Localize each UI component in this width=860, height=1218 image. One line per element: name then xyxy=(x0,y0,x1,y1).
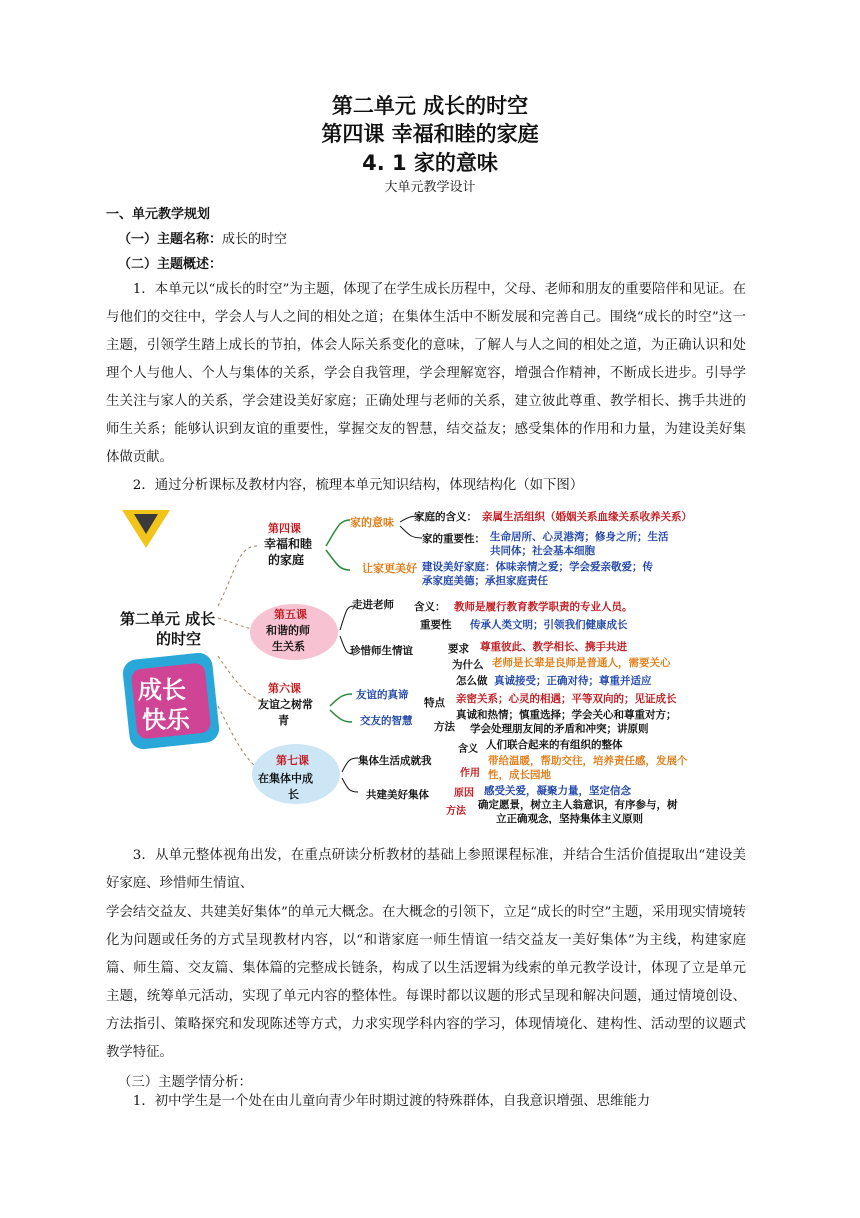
lesson7-title-1: 在集体中成 xyxy=(258,772,313,785)
paragraph-3b: 学会结交益友、共建美好集体”的单元大概念。在大概念的引领下，立足“成长的时空”主题，采用现实情境转化为问题或任务的方式呈现教材内容，以“和谐家庭一师生情谊一结交益友一美好集体”为主线，构建家庭篇、师生篇、交友篇、集体篇的完整成长链条，构成了以生活逻辑为线索的单元教学设计，体现了立是单元主题，统筹单元活动，实现了单元内容的整体性。每课时都以议题的形式呈现和解决问题，通过情境创设、方法指引、策略探究和发现陈述等方式，力求实现学科内容的学习，体现情境化、建构性、活动型的议题式教学特征。 xyxy=(106,905,746,1060)
svg-text:重要性: 重要性 xyxy=(420,619,452,631)
lesson6-tag: 第六课 xyxy=(268,682,301,695)
center-title-1: 第二单元 成长 xyxy=(120,610,216,628)
center-title-2: 的时空 xyxy=(156,630,202,648)
theme-name xyxy=(118,228,287,247)
svg-text:原因: 原因 xyxy=(454,788,474,799)
connector xyxy=(218,546,258,606)
section-heading: 一、单元教学规划 xyxy=(106,207,211,222)
lesson5-title-1: 和谐的师 xyxy=(266,624,310,637)
svg-text:作用: 作用 xyxy=(460,768,480,779)
lesson6-title-2: 青 xyxy=(278,714,289,727)
svg-text:老师是长辈是良师是普通人，需要关心: 老师是长辈是良师是普通人，需要关心 xyxy=(492,657,671,669)
lesson5-title-2: 生关系 xyxy=(272,640,305,653)
lesson7-title-2: 长 xyxy=(288,788,299,801)
svg-text:集体生活成就我: 集体生活成就我 xyxy=(358,755,432,767)
svg-text:共建美好集体: 共建美好集体 xyxy=(366,789,429,801)
svg-text:怎么做: 怎么做 xyxy=(456,675,488,687)
lesson4-branch-1: 家的意味 xyxy=(350,516,394,529)
svg-text:含义：: 含义： xyxy=(414,601,446,613)
svg-text:带给温暖，帮助交往，培养责任感，发展个: 带给温暖，帮助交往，培养责任感，发展个 xyxy=(488,755,688,767)
svg-text:亲属生活组织（婚姻关系血缘关系收养关系）: 亲属生活组织（婚姻关系血缘关系收养关系） xyxy=(482,511,692,523)
svg-text:性，成长园地: 性，成长园地 xyxy=(488,769,551,781)
analysis-label: （三）主题学情分析： xyxy=(118,1075,252,1090)
lesson6-title-1: 友谊之树常 xyxy=(258,698,313,711)
svg-text:教师是履行教育教学职责的专业人员。: 教师是履行教育教学职责的专业人员。 xyxy=(454,601,633,613)
svg-text:传承人类文明；引领我们健康成长: 传承人类文明；引领我们健康成长 xyxy=(470,619,628,631)
svg-text:友谊的真谛: 友谊的真谛 xyxy=(356,689,409,701)
svg-text:学会处理朋友间的矛盾和冲突；讲原则: 学会处理朋友间的矛盾和冲突；讲原则 xyxy=(470,723,649,735)
paragraph-1: 1．本单元以“成长的时空”为主题，体现了在学生成长历程中，父母、老师和朋友的重要陪伴和见证。在与他们的交往中，学会人与人之间的相处之道；在集体生活中不断发展和完善自己。围绕“成长的时空”这一主题，引领学生踏上成长的节拍，体会人际关系变化的意味，了解人与人之间的相处之道，为正确认识和处理个人与他人、个人与集体的关系，学会自我管理，学会理解宽容，增强合作精神，不断成长进步。引导学生关注与家人的关系，学会建设美好家庭；正确处理与老师的关系，建立彼此尊重、教学相长、携手共进的师生关系；能够认识到友谊的重要性，掌握交友的智慧，结交益友；感受集体的作用和力量，为建设美好集体做贡献。 xyxy=(106,282,746,465)
svg-text:生命居所、心灵港湾；修身之所；生活: 生命居所、心灵港湾；修身之所；生活 xyxy=(490,531,669,543)
svg-text:真诚和热情；慎重选择；学会关心和尊重对方；: 真诚和热情；慎重选择；学会关心和尊重对方； xyxy=(456,709,677,721)
svg-text:成长: 成长 xyxy=(138,676,186,704)
lesson4-branch-2: 让家更美好 xyxy=(362,562,417,575)
lesson7-tag: 第七课 xyxy=(276,754,309,767)
svg-text:建设美好家庭：体味亲情之爱；学会爱亲敬爱；传: 建设美好家庭：体味亲情之爱；学会爱亲敬爱；传 xyxy=(422,561,653,573)
svg-text:感受关爱，凝聚力量，坚定信念: 感受关爱，凝聚力量，坚定信念 xyxy=(484,785,631,797)
theme-name-label: （一）主题名称： xyxy=(118,232,223,247)
svg-text:要求: 要求 xyxy=(448,643,469,655)
svg-text:珍惜师生情谊: 珍惜师生情谊 xyxy=(350,645,413,657)
svg-text:特点: 特点 xyxy=(424,697,445,709)
svg-text:走进老师: 走进老师 xyxy=(352,599,394,611)
svg-text:确定愿景，树立主人翁意识，有序参与，树: 确定愿景，树立主人翁意识，有序参与，树 xyxy=(478,799,678,811)
svg-text:方法: 方法 xyxy=(446,806,466,817)
unit-title: 第二单元 成长的时空 xyxy=(331,94,529,118)
svg-text:承家庭美德；承担家庭责任: 承家庭美德；承担家庭责任 xyxy=(422,575,548,587)
svg-text:为什么: 为什么 xyxy=(452,659,484,671)
svg-text:立正确观念，坚持集体主义原则: 立正确观念，坚持集体主义原则 xyxy=(496,813,643,824)
theme-name-value: 成长的时空 xyxy=(222,232,288,247)
lesson5-tag: 第五课 xyxy=(274,608,307,621)
subtitle: 大单元教学设计 xyxy=(384,180,476,195)
lesson4-title-2: 的家庭 xyxy=(268,553,305,567)
svg-text:人们联合起来的有组织的整体: 人们联合起来的有组织的整体 xyxy=(486,739,623,751)
svg-text:尊重彼此、教学相长、携手共进: 尊重彼此、教学相长、携手共进 xyxy=(480,641,627,653)
paragraph-4: 1．初中学生是一个处在由儿童向青少年时期过渡的特殊群体，自我意识增强、思维能力 xyxy=(132,1094,651,1109)
section-title: 4. 1 家的意味 xyxy=(362,151,498,175)
svg-text:快乐: 快乐 xyxy=(142,706,190,734)
svg-text:家的重要性：: 家的重要性： xyxy=(422,533,485,545)
svg-text:真诚接受；正确对待；尊重并适应: 真诚接受；正确对待；尊重并适应 xyxy=(494,675,652,687)
svg-text:家庭的含义：: 家庭的含义： xyxy=(414,511,477,523)
svg-text:亲密关系；心灵的相遇；平等双向的；见证成长: 亲密关系；心灵的相遇；平等双向的；见证成长 xyxy=(456,693,677,705)
growth-badge xyxy=(122,652,221,751)
connector xyxy=(218,656,264,702)
lesson4-title-1: 幸福和睦 xyxy=(264,537,313,551)
paragraph-2: 2．通过分析课标及教材内容，梳理本单元知识结构，体现结构化（如下图） xyxy=(132,478,584,493)
lesson-title: 第四课 幸福和睦的家庭 xyxy=(321,122,539,146)
svg-text:共同体；社会基本细胞: 共同体；社会基本细胞 xyxy=(490,545,595,557)
svg-text:交友的智慧: 交友的智慧 xyxy=(360,715,413,727)
overview-label: （二）主题概述： xyxy=(118,257,223,272)
svg-text:含义: 含义 xyxy=(458,744,478,755)
svg-text:方法: 方法 xyxy=(434,721,455,733)
unit-mindmap xyxy=(118,506,758,824)
paragraph-3a: 3．从单元整体视角出发，在重点研读分析教材的基础上参照课程标准，并结合生活价值提取出“建设美好家庭、珍惜师生情谊、 xyxy=(106,848,746,891)
lesson4-tag: 第四课 xyxy=(268,522,301,535)
